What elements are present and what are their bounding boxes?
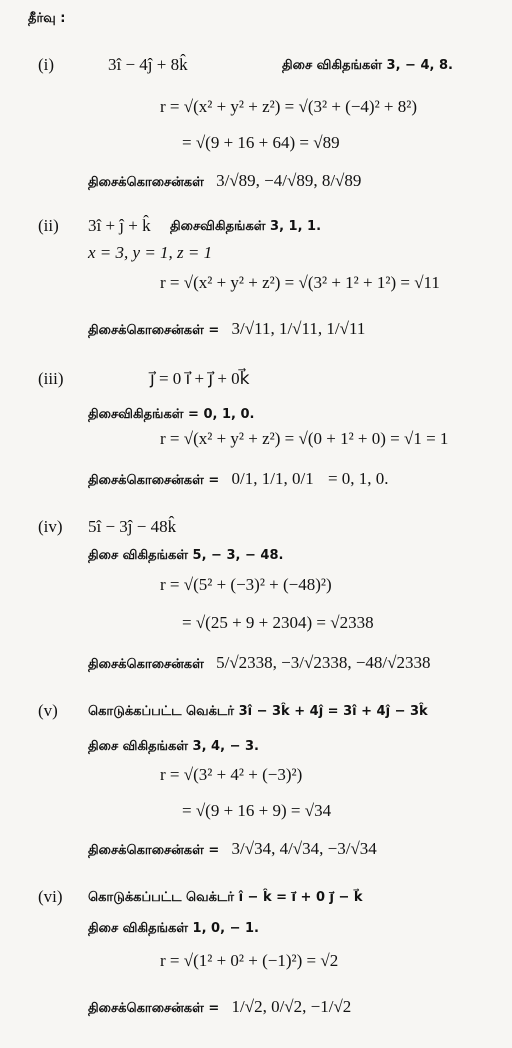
cosine-value: −4/√89 — [264, 171, 314, 190]
cosine-value: −1/√2 — [310, 997, 352, 1016]
item-label: (vi) — [38, 887, 63, 906]
direction-ratios: திசை விகிதங்கள் 5, − 3, − 48. — [88, 548, 284, 563]
magnitude-line: r = √(x² + y² + z²) = √(3² + (−4)² + 8²) — [160, 97, 418, 116]
cosine-value: 5/√2338 — [216, 653, 273, 672]
magnitude-line: r = √(3² + 4² + (−3)²) — [160, 765, 303, 784]
direction-ratios: திசை விகிதங்கள் 3, − 4, 8. — [282, 58, 453, 73]
cosine-value: 1/√2 — [231, 997, 263, 1016]
direction-cosines: 5/√2338, −3/√2338, −48/√2338 — [216, 653, 431, 672]
cosine-value: 1/1 — [261, 469, 284, 488]
direction-cosines: 1/√2, 0/√2, −1/√2 — [231, 997, 352, 1016]
cosine-result: = 0, 1, 0. — [327, 469, 389, 488]
vector-expression: 3î + ĵ + k̂ — [88, 216, 151, 235]
direction-ratios: திசைவிகிதங்கள் 3, 1, 1. — [170, 219, 322, 234]
item-label: (i) — [38, 55, 55, 74]
cosine-value: −3/√2338 — [281, 653, 348, 672]
direction-cosines: 0/1, 1/1, 0/1 — [231, 469, 314, 488]
cosine-value: 0/1 — [291, 469, 314, 488]
direction-ratios: திசைவிகிதங்கள் = 0, 1, 0. — [88, 407, 255, 422]
magnitude-line: = √(25 + 9 + 2304) = √2338 — [182, 613, 374, 632]
cosine-value: 1/√11 — [326, 319, 366, 338]
cosine-value: 0/√2 — [271, 997, 303, 1016]
direction-ratios: திசை விகிதங்கள் 1, 0, − 1. — [88, 921, 259, 936]
direction-cosines: 3/√11, 1/√11, 1/√11 — [231, 319, 366, 338]
cosines-label: திசைக்கொசைன்கள் — [88, 657, 204, 672]
cosine-value: 1/√11 — [278, 319, 318, 338]
magnitude-line: r = √(x² + y² + z²) = √(0 + 1² + 0) = √1 = 1 — [160, 429, 449, 448]
item-label: (v) — [38, 701, 58, 720]
magnitude-line: r = √(5² + (−3)² + (−48)²) — [160, 575, 332, 594]
heading: தீர்வு : — [28, 11, 66, 26]
magnitude-line: r = √(x² + y² + z²) = √(3² + 1² + 1²) = √11 — [160, 273, 440, 292]
coordinates-line: x = 3, y = 1, z = 1 — [88, 243, 213, 262]
cosines-label: திசைக்கொசைன்கள் — [88, 175, 204, 190]
magnitude-line: = √(9 + 16 + 64) = √89 — [182, 133, 340, 152]
direction-cosines: 3/√34, 4/√34, −3/√34 — [231, 839, 377, 858]
vector-expression: கொடுக்கப்பட்ட வெக்டர் î − k̂ = ı⃗ + 0 ȷ⃗ − k⃗ — [88, 890, 363, 905]
vector-expression: ȷ⃗ = 0 ı⃗ + ȷ⃗ + 0k⃗ — [150, 369, 250, 388]
cosine-value: −3/√34 — [327, 839, 377, 858]
cosines-label: திசைக்கொசைன்கள் = — [88, 473, 220, 488]
cosine-value: 8/√89 — [321, 171, 362, 190]
cosines-label: திசைக்கொசைன்கள் = — [88, 1001, 220, 1016]
cosine-value: 3/√11 — [231, 319, 271, 338]
vector-expression: 3î − 4ĵ + 8k̂ — [108, 55, 188, 74]
cosine-value: −48/√2338 — [355, 653, 431, 672]
direction-ratios: திசை விகிதங்கள் 3, 4, − 3. — [88, 739, 259, 754]
cosine-value: 3/√89 — [216, 171, 256, 190]
magnitude-line: r = √(1² + 0² + (−1)²) = √2 — [160, 951, 339, 970]
cosine-value: 4/√34 — [279, 839, 320, 858]
cosines-label: திசைக்கொசைன்கள் = — [88, 323, 220, 338]
vector-expression: கொடுக்கப்பட்ட வெக்டர் 3î − 3k̂ + 4ĵ = 3î + 4ĵ − 3k̂ — [88, 704, 428, 719]
item-label: (iii) — [38, 369, 64, 388]
direction-cosines: 3/√89, −4/√89, 8/√89 — [216, 171, 362, 190]
item-label: (iv) — [38, 517, 63, 536]
cosines-label: திசைக்கொசைன்கள் = — [88, 843, 220, 858]
cosine-value: 0/1 — [231, 469, 254, 488]
magnitude-line: = √(9 + 16 + 9) = √34 — [182, 801, 332, 820]
item-label: (ii) — [38, 216, 59, 235]
cosine-value: 3/√34 — [231, 839, 272, 858]
vector-expression: 5î − 3ĵ − 48k̂ — [88, 517, 177, 536]
